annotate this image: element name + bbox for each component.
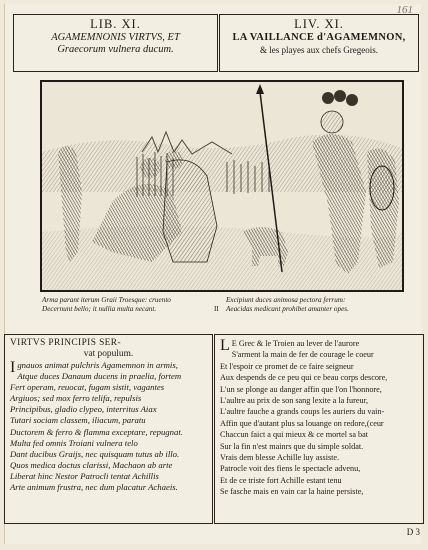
french-line: S'arment la main de fer de courage le coeur: [231, 350, 374, 360]
latin-line: Atque duces Danaum ducens in praelia, fortem: [17, 371, 182, 382]
latin-line: gnauos animat pulchris Agamemnon in armis,: [17, 360, 178, 370]
french-line: Chaccun faict a qui mieux & ce mortel sa bat: [220, 430, 369, 440]
latin-header-line2: Graecorum vulnera ducum.: [57, 44, 174, 55]
caption-left-line1: Arma parant iterum Graii Troesque: cruento: [42, 296, 171, 304]
french-header-box: [219, 14, 419, 72]
caption-left: [42, 296, 222, 314]
latin-header-line1: AGAMEMNONIS VIRTVS, ET: [51, 32, 180, 43]
latin-text-box: [4, 334, 213, 524]
latin-line: Quos medica doctus clarissi, Machaon ab arte: [10, 459, 173, 470]
french-line: Et l'espoir ce promet de ce faire seigneur: [220, 361, 354, 371]
french-line: E Grec & le Troien au lever de l'aurore: [231, 339, 360, 348]
latin-line: Fert operam, reuocat, fugam sistit, vagantes: [10, 382, 165, 393]
french-header-line2: & les playes aux chefs Gregeois.: [260, 45, 378, 55]
caption-right: [226, 296, 406, 314]
french-line: Se fasche mais en vain car la haine persiste,: [220, 487, 364, 497]
page-corner-number: 161: [396, 4, 413, 16]
latin-line: Argiuos; sed mox ferro telifa, repulsis: [10, 393, 142, 404]
french-text-box: [214, 334, 424, 524]
page-signature: D 3: [406, 527, 420, 537]
caption-left-line2: Decernunt bello; it nullia multa necant.: [42, 305, 157, 313]
latin-book-number: LIB. XI.: [90, 17, 141, 31]
latin-line: Dant ducibus Graijs, nec quisquam tutus ab illo.: [10, 448, 180, 459]
latin-text-title: VIRTVS PRINCIPIS SER-: [10, 338, 121, 348]
french-line: Patrocle voit des fiens le spectacle advenu,: [220, 464, 361, 474]
french-line: Aux despends de ce peu qui ce beau corps descore,: [220, 373, 388, 383]
latin-verse: [10, 360, 207, 493]
battle-scene-engraving: [42, 82, 402, 290]
french-line: L'aultre fauche a grands coups les auriers du vain-: [220, 407, 385, 417]
french-line: L'un se plonge au danger affin que l'on l'honnore,: [220, 384, 382, 394]
latin-text-subtitle: vat populum.: [83, 349, 134, 359]
caption-number: II: [214, 305, 219, 313]
french-line: Vrais dem blesse Achille luy assiste.: [220, 453, 340, 463]
french-book-number: LIV. XI.: [294, 17, 344, 31]
latin-line: Liberat hinc Nestor Patrocli tentat Achillis: [10, 470, 159, 481]
french-line: Et de ce triste fort Achille estant tenu: [220, 475, 342, 485]
latin-header-box: [13, 14, 218, 72]
french-verse: [220, 338, 418, 498]
caption-right-line1: Excipiunt duces animosa pectora ferrum:: [226, 296, 346, 304]
caption-right-line2: Aeacidas medicant prohibet amanter opes.: [226, 305, 349, 313]
french-dropcap: L: [220, 337, 230, 354]
french-line: Sur la fin n'est mainrs que du simple soldat.: [220, 441, 364, 451]
latin-line: Tutari sociam classem, iliacum, paratu: [10, 415, 146, 426]
latin-line: Multa fed omnis Troiani vulnera telo: [10, 437, 138, 448]
french-line: Affin que d'autant plus sa louange on redore,(ceur: [220, 418, 384, 428]
latin-dropcap: I: [10, 359, 16, 376]
engraving-illustration: [40, 80, 404, 292]
latin-line: Principibus, gladio clypeo, interritus Aiax: [10, 404, 157, 415]
french-header-line1: LA VAILLANCE d'AGAMEMNON,: [232, 32, 406, 43]
latin-line: Ductorem & ferro & flamma exceptare, repugnat.: [10, 426, 183, 437]
french-line: L'aultre au prix de son sang lexite a la fureur,: [220, 396, 369, 406]
latin-line: Arte animum frustra, nec dum placatur Achaeis.: [10, 482, 178, 493]
